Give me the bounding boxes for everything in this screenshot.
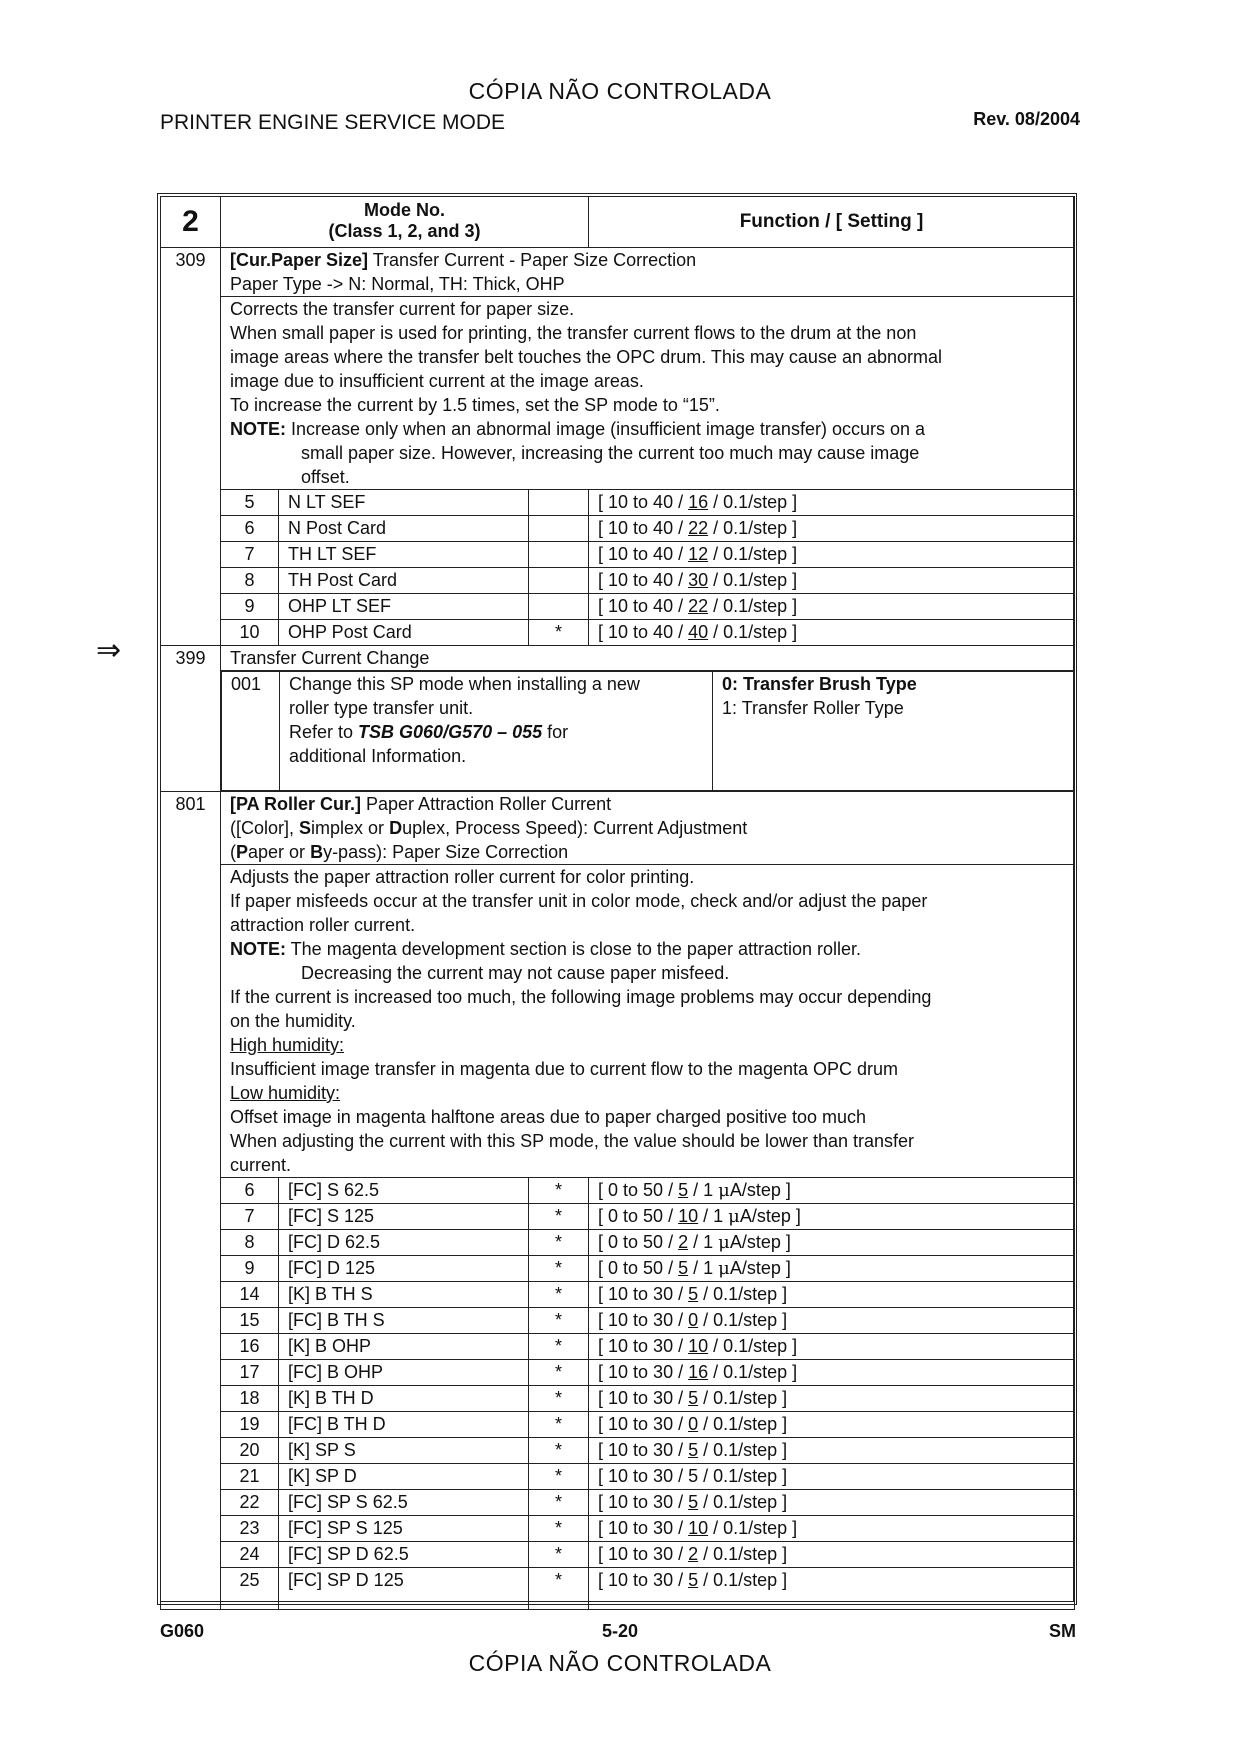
setting-range: [ 10 to 30 / 5 / 0.1/step ] — [589, 1438, 1075, 1464]
setting-default: 12 — [688, 544, 709, 564]
setting-row — [161, 1230, 1075, 1256]
setting-default: 5 — [688, 1570, 699, 1590]
setting-number: 15 — [221, 1308, 279, 1334]
setting-number: 25 — [221, 1568, 279, 1610]
setting-number: 7 — [221, 1204, 279, 1230]
setting-row — [161, 620, 1075, 646]
setting-number: 8 — [221, 568, 279, 594]
sp399-title: Transfer Current Change — [221, 646, 1075, 671]
setting-default: 40 — [688, 622, 709, 642]
setting-range: [ 10 to 30 / 2 / 0.1/step ] — [589, 1542, 1075, 1568]
setting-flag — [529, 594, 589, 620]
setting-flag: * — [529, 1516, 589, 1542]
service-mode-table — [160, 196, 1075, 1610]
setting-name: [FC] SP D 125 — [279, 1568, 529, 1610]
setting-number: 6 — [221, 516, 279, 542]
setting-range: [ 10 to 40 / 22 / 0.1/step ] — [589, 594, 1075, 620]
setting-name: OHP LT SEF — [279, 594, 529, 620]
sp801-title-row — [161, 792, 1075, 865]
setting-number: 8 — [221, 1230, 279, 1256]
setting-number: 14 — [221, 1282, 279, 1308]
setting-row — [161, 594, 1075, 620]
setting-number: 9 — [221, 1256, 279, 1282]
setting-default: 10 — [678, 1206, 699, 1226]
setting-number: 7 — [221, 542, 279, 568]
setting-name: [K] SP S — [279, 1438, 529, 1464]
setting-range: [ 10 to 30 / 5 / 0.1/step ] — [589, 1282, 1075, 1308]
setting-number: 10 — [221, 620, 279, 646]
setting-name: N Post Card — [279, 516, 529, 542]
setting-range: [ 0 to 50 / 10 / 1 μA/step ] — [589, 1204, 1075, 1230]
change-arrow-icon: ⇒ — [96, 634, 122, 667]
setting-flag: * — [529, 1568, 589, 1610]
sp399-sub-number: 001 — [222, 672, 280, 791]
setting-flag: * — [529, 1386, 589, 1412]
setting-range: [ 0 to 50 / 5 / 1 μA/step ] — [589, 1178, 1075, 1204]
setting-name: [FC] S 125 — [279, 1204, 529, 1230]
setting-name: [FC] D 125 — [279, 1256, 529, 1282]
setting-number: 16 — [221, 1334, 279, 1360]
setting-default: 16 — [688, 1362, 709, 1382]
setting-range: [ 10 to 40 / 16 / 0.1/step ] — [589, 490, 1075, 516]
sp309-title: [Cur.Paper Size] Transfer Current - Paper Size Correction Paper Type -> N: Normal, TH: Thick, OHP — [221, 248, 1075, 297]
setting-default: 30 — [688, 570, 709, 590]
setting-default: 2 — [678, 1232, 689, 1252]
setting-name: TH Post Card — [279, 568, 529, 594]
setting-range: [ 10 to 40 / 30 / 0.1/step ] — [589, 568, 1075, 594]
setting-row — [161, 1360, 1075, 1386]
setting-flag: * — [529, 1204, 589, 1230]
header-title: PRINTER ENGINE SERVICE MODE — [160, 111, 506, 134]
setting-default: 22 — [688, 596, 709, 616]
setting-row — [161, 1542, 1075, 1568]
setting-default: 5 — [678, 1258, 689, 1278]
setting-name: [K] B TH S — [279, 1282, 529, 1308]
setting-number: 22 — [221, 1490, 279, 1516]
setting-default: 5 — [688, 1284, 699, 1304]
setting-name: [K] B OHP — [279, 1334, 529, 1360]
setting-row — [161, 490, 1075, 516]
section-number: 2 — [161, 197, 221, 248]
setting-flag — [529, 542, 589, 568]
setting-default: 16 — [688, 492, 709, 512]
setting-number: 9 — [221, 594, 279, 620]
watermark-top: CÓPIA NÃO CONTROLADA — [468, 78, 772, 104]
mode-number-header: Mode No. (Class 1, 2, and 3) — [221, 197, 589, 248]
setting-number: 17 — [221, 1360, 279, 1386]
setting-flag: * — [529, 1412, 589, 1438]
setting-flag: * — [529, 1178, 589, 1204]
setting-flag: * — [529, 1542, 589, 1568]
footer-page-number: 5-20 — [601, 1621, 639, 1641]
setting-flag: * — [529, 1334, 589, 1360]
setting-flag: * — [529, 620, 589, 646]
setting-name: [K] SP D — [279, 1464, 529, 1490]
setting-range: [ 0 to 50 / 2 / 1 μA/step ] — [589, 1230, 1075, 1256]
setting-number: 23 — [221, 1516, 279, 1542]
setting-flag: * — [529, 1490, 589, 1516]
setting-number: 20 — [221, 1438, 279, 1464]
setting-row — [161, 1178, 1075, 1204]
setting-range: [ 10 to 30 / 5 / 0.1/step ] — [589, 1464, 1075, 1490]
setting-default: 5 — [688, 1492, 699, 1512]
setting-range: [ 10 to 30 / 10 / 0.1/step ] — [589, 1516, 1075, 1542]
sp801-title: [PA Roller Cur.] Paper Attraction Roller Current ([Color], Simplex or Duplex, Process Speed): Current Adjustment (Paper or By-pass): Paper Size Correction — [221, 792, 1075, 865]
setting-range: [ 10 to 30 / 16 / 0.1/step ] — [589, 1360, 1075, 1386]
setting-name: [FC] SP S 62.5 — [279, 1490, 529, 1516]
sp399-number: 399 — [161, 646, 221, 792]
setting-row — [161, 1412, 1075, 1438]
setting-name: [FC] S 62.5 — [279, 1178, 529, 1204]
setting-default: 10 — [688, 1336, 709, 1356]
setting-number: 6 — [221, 1178, 279, 1204]
setting-flag — [529, 516, 589, 542]
setting-range: [ 10 to 30 / 0 / 0.1/step ] — [589, 1308, 1075, 1334]
setting-number: 19 — [221, 1412, 279, 1438]
setting-number: 5 — [221, 490, 279, 516]
sp309-number: 309 — [161, 248, 221, 646]
setting-flag: * — [529, 1360, 589, 1386]
sp399-description: Change this SP mode when installing a new roller type transfer unit. Refer to TSB G060/G570 – 055 for additional Information. — [280, 672, 713, 791]
sp801-description: Adjusts the paper attraction roller current for color printing. If paper misfeeds occur at the transfer unit in color mode, check and/or adjust the paper attraction roller current. NOTE: The magenta development section is close to the paper attraction roller. Decreasing the current may not cause paper misfeed. If the current is increased too much, the following image problems may occur depending on the humidity. High humidity: Insufficient image transfer in magenta due to current flow to the magenta OPC drum Low humidity: Offset image in magenta halftone areas due to paper charged positive too much When adjusting the current with this SP mode, the value should be lower than transfer current. — [221, 865, 1075, 1178]
setting-range: [ 10 to 30 / 5 / 0.1/step ] — [589, 1568, 1075, 1610]
sp801-description-row — [161, 865, 1075, 1178]
setting-row — [161, 1464, 1075, 1490]
setting-name: [FC] D 62.5 — [279, 1230, 529, 1256]
setting-name: [FC] B TH S — [279, 1308, 529, 1334]
setting-range: [ 10 to 30 / 5 / 0.1/step ] — [589, 1386, 1075, 1412]
table-header-row — [161, 197, 1075, 248]
sp309-description: Corrects the transfer current for paper size. When small paper is used for printing, the transfer current flows to the drum at the non image areas where the transfer belt touches the OPC drum. This may cause an abnormal image due to insufficient current at the image areas. To increase the current by 1.5 times, set the SP mode to “15”. NOTE: Increase only when an abnormal image (insufficient image transfer) occurs on a small paper size. However, increasing the current too much may cause image offset. — [221, 297, 1075, 490]
sp399-detail-row — [161, 671, 1075, 792]
setting-row — [161, 1204, 1075, 1230]
setting-flag: * — [529, 1464, 589, 1490]
setting-row — [161, 516, 1075, 542]
watermark-bottom: CÓPIA NÃO CONTROLADA — [468, 1650, 772, 1676]
setting-row — [161, 1386, 1075, 1412]
setting-default: 22 — [688, 518, 709, 538]
setting-row — [161, 1308, 1075, 1334]
setting-range: [ 0 to 50 / 5 / 1 μA/step ] — [589, 1256, 1075, 1282]
sp399-title-row — [161, 646, 1075, 671]
setting-range: [ 10 to 40 / 12 / 0.1/step ] — [589, 542, 1075, 568]
setting-flag — [529, 490, 589, 516]
setting-number: 18 — [221, 1386, 279, 1412]
setting-row — [161, 1490, 1075, 1516]
setting-default: 5 — [678, 1180, 689, 1200]
setting-range: [ 10 to 30 / 0 / 0.1/step ] — [589, 1412, 1075, 1438]
setting-flag: * — [529, 1438, 589, 1464]
setting-flag: * — [529, 1308, 589, 1334]
setting-number: 21 — [221, 1464, 279, 1490]
setting-name: [FC] B OHP — [279, 1360, 529, 1386]
sp309-description-row — [161, 297, 1075, 490]
setting-number: 24 — [221, 1542, 279, 1568]
setting-range: [ 10 to 30 / 5 / 0.1/step ] — [589, 1490, 1075, 1516]
setting-default: 10 — [688, 1518, 709, 1538]
setting-range: [ 10 to 40 / 40 / 0.1/step ] — [589, 620, 1075, 646]
setting-name: TH LT SEF — [279, 542, 529, 568]
setting-row — [161, 1568, 1075, 1610]
setting-range: [ 10 to 30 / 10 / 0.1/step ] — [589, 1334, 1075, 1360]
setting-name: [FC] B TH D — [279, 1412, 529, 1438]
setting-row — [161, 568, 1075, 594]
setting-default: 5 — [688, 1388, 699, 1408]
sp309-title-row — [161, 248, 1075, 297]
function-header: Function / [ Setting ] — [589, 197, 1075, 248]
setting-row — [161, 1282, 1075, 1308]
setting-default: 0 — [688, 1310, 699, 1330]
setting-name: OHP Post Card — [279, 620, 529, 646]
setting-flag — [529, 568, 589, 594]
setting-name: [K] B TH D — [279, 1386, 529, 1412]
setting-row — [161, 1334, 1075, 1360]
footer-model: G060 — [160, 1621, 205, 1641]
sp801-number: 801 — [161, 792, 221, 1610]
header-revision: Rev. 08/2004 — [973, 109, 1080, 129]
sp399-options: 0: Transfer Brush Type 1: Transfer Roller Type — [713, 672, 1075, 791]
setting-name: N LT SEF — [279, 490, 529, 516]
setting-default: 0 — [688, 1414, 699, 1434]
setting-row — [161, 1516, 1075, 1542]
setting-row — [161, 542, 1075, 568]
setting-name: [FC] SP D 62.5 — [279, 1542, 529, 1568]
setting-row — [161, 1256, 1075, 1282]
setting-flag: * — [529, 1282, 589, 1308]
setting-name: [FC] SP S 125 — [279, 1516, 529, 1542]
setting-default: 2 — [688, 1544, 699, 1564]
sp399-detail — [221, 671, 1075, 792]
setting-flag: * — [529, 1230, 589, 1256]
footer-manual: SM — [1049, 1621, 1076, 1641]
setting-range: [ 10 to 40 / 22 / 0.1/step ] — [589, 516, 1075, 542]
setting-flag: * — [529, 1256, 589, 1282]
setting-default: 5 — [688, 1440, 699, 1460]
setting-row — [161, 1438, 1075, 1464]
